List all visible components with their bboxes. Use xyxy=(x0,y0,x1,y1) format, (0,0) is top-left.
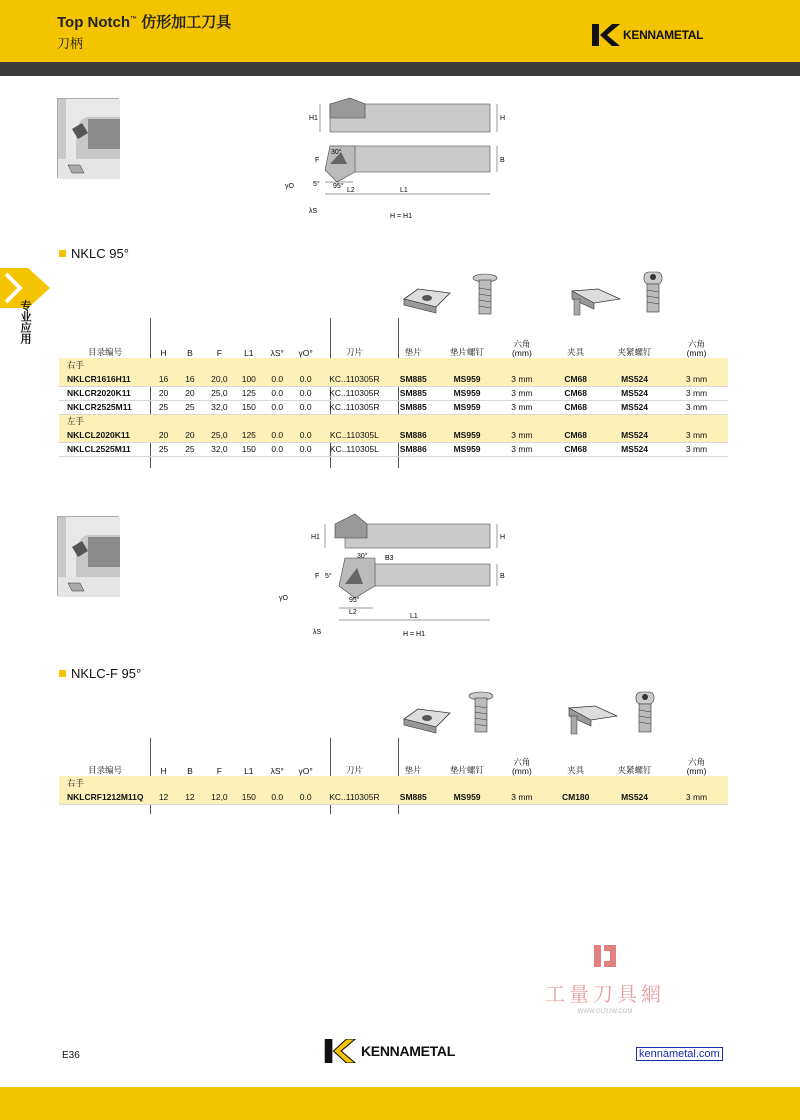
table-cell: MS524 xyxy=(604,372,665,386)
watermark-text: 工量刀具網 xyxy=(545,984,665,1006)
table-cell: 125 xyxy=(235,428,263,442)
table-cell: 0.0 xyxy=(263,400,291,414)
table-cell: 3 mm xyxy=(497,790,548,804)
table-cell: KC..110305L xyxy=(320,442,389,456)
table-cell: SM885 xyxy=(389,372,438,386)
table-cell: MS524 xyxy=(604,428,665,442)
table-cell: 3 mm xyxy=(665,386,728,400)
col-header: 垫片螺钉 xyxy=(450,765,485,775)
dim-h-eq-label: H = H1 xyxy=(403,631,425,638)
col-header: B xyxy=(187,348,193,358)
table-group-row xyxy=(59,358,728,372)
table-cell: KC..110305R xyxy=(320,400,389,414)
dim-b-label: B xyxy=(500,157,505,164)
col-header: B xyxy=(187,766,193,776)
application-thumbnail xyxy=(57,98,119,178)
spec-table-nklc-f xyxy=(59,758,728,805)
clamp-icon xyxy=(568,285,622,319)
table-cell: 100 xyxy=(235,372,263,386)
table-cell: 0.0 xyxy=(291,386,319,400)
col-header: 六角 (mm) xyxy=(686,757,707,776)
kennametal-logo: KENNAMETAL xyxy=(592,24,703,46)
table-cell: CM68 xyxy=(547,442,604,456)
kennametal-k-icon xyxy=(592,24,620,46)
dim-l1-label: L1 xyxy=(410,613,418,620)
side-category-label: 专业应用 xyxy=(19,300,31,344)
col-header: 夹紧螺钉 xyxy=(617,347,652,357)
table-cell: NKLCR1616H11 xyxy=(59,372,151,386)
col-header: 目录编号 xyxy=(88,347,123,357)
col-header: 刀片 xyxy=(345,765,363,775)
clamp-screw-icon xyxy=(640,270,666,316)
table-cell: 12 xyxy=(176,790,204,804)
table-cell: KC..110305L xyxy=(320,428,389,442)
dim-l1-label: L1 xyxy=(400,187,408,194)
table-cell: 0.0 xyxy=(263,372,291,386)
table-cell: MS959 xyxy=(438,442,497,456)
table-cell: 25 xyxy=(151,442,175,456)
col-header: F xyxy=(216,766,222,776)
website-link[interactable]: kennametal.com xyxy=(636,1047,723,1061)
dim-h-label: H xyxy=(500,115,506,122)
dim-angle30-label: 30° xyxy=(331,149,342,156)
table-header-row xyxy=(59,340,728,358)
dim-lambda-label: λS xyxy=(309,208,318,215)
table-cell: 3 mm xyxy=(665,790,728,804)
dim-angle5-label: 5° xyxy=(313,181,320,188)
table-cell: 3 mm xyxy=(665,442,728,456)
table-cell: 3 mm xyxy=(497,372,548,386)
table-cell: MS524 xyxy=(604,386,665,400)
table-cell: SM886 xyxy=(389,428,438,442)
table-cell: CM68 xyxy=(547,428,604,442)
col-header: 六角 (mm) xyxy=(511,757,532,776)
table-cell: CM180 xyxy=(547,790,604,804)
table-cell: CM68 xyxy=(547,372,604,386)
table-cell: SM885 xyxy=(389,386,438,400)
shim-icon xyxy=(402,705,452,735)
col-header: 六角 (mm) xyxy=(511,339,532,358)
table-cell: KC..110305R xyxy=(320,386,389,400)
table-cell: 0.0 xyxy=(291,790,319,804)
table-group-row xyxy=(59,776,728,790)
watermark-url: WWW.GLRJW.COM xyxy=(577,1009,633,1015)
table-cell: 150 xyxy=(235,400,263,414)
dim-f-label: F xyxy=(315,573,320,580)
col-header: λS° xyxy=(270,766,284,776)
table-cell: KC..110305R xyxy=(320,372,389,386)
col-header: H xyxy=(160,766,167,776)
table-cell: 32,0 xyxy=(204,442,234,456)
col-header: γO° xyxy=(298,348,313,358)
table-cell: MS959 xyxy=(438,386,497,400)
dim-l2-label: L2 xyxy=(347,187,355,194)
table-cell: 3 mm xyxy=(665,372,728,386)
table-cell: KC..110305R xyxy=(320,790,389,804)
col-header: 夹具 xyxy=(567,765,585,775)
page-title: Top Notch™ 仿形加工刀具 xyxy=(57,14,232,31)
shim-icon xyxy=(402,285,452,315)
table-group-row xyxy=(59,414,728,428)
table-cell: 20,0 xyxy=(204,372,234,386)
table-row xyxy=(59,400,728,414)
clamp-icon xyxy=(565,702,619,738)
dim-h1-label: H1 xyxy=(311,534,320,541)
table-cell: 25 xyxy=(151,400,175,414)
col-header: F xyxy=(216,348,222,358)
dim-f-label: F xyxy=(315,157,320,164)
application-thumbnail xyxy=(57,516,119,596)
col-header: 垫片 xyxy=(404,347,422,357)
table-cell: 0.0 xyxy=(263,428,291,442)
dim-l2-label: L2 xyxy=(349,609,357,616)
kennametal-k-icon xyxy=(323,1039,357,1063)
table-cell: 3 mm xyxy=(497,400,548,414)
table-cell: 32,0 xyxy=(204,400,234,414)
dim-angle95-label: 95° xyxy=(349,597,360,604)
table-cell: 16 xyxy=(151,372,175,386)
col-header: 刀片 xyxy=(345,347,363,357)
table-cell: CM68 xyxy=(547,400,604,414)
table-cell: 12 xyxy=(151,790,175,804)
table-cell: MS524 xyxy=(604,400,665,414)
table-cell: NKLCL2020K11 xyxy=(59,428,151,442)
clamp-screw-icon xyxy=(632,690,658,736)
table-cell: 150 xyxy=(235,442,263,456)
col-header: 六角 (mm) xyxy=(686,339,707,358)
table-cell: 20 xyxy=(151,386,175,400)
watermark-logo-icon xyxy=(592,943,618,969)
table-cell: 20 xyxy=(176,386,204,400)
table-cell: 25,0 xyxy=(204,386,234,400)
table-cell: 0.0 xyxy=(263,790,291,804)
dim-h-eq-label: H = H1 xyxy=(390,213,412,220)
table-cell: MS524 xyxy=(604,790,665,804)
dim-lambda-label: λS xyxy=(313,629,322,636)
table-cell: SM885 xyxy=(389,790,438,804)
col-header: 夹具 xyxy=(567,347,585,357)
header-band xyxy=(0,0,800,62)
dim-gamma-label: γO xyxy=(279,595,288,602)
col-header: H xyxy=(160,348,167,358)
table-cell: NKLCR2525M11 xyxy=(59,400,151,414)
group-label: 右手 xyxy=(59,776,728,790)
table-cell: SM885 xyxy=(389,400,438,414)
header-dark-bar xyxy=(0,62,800,76)
dim-b3-label: B3 xyxy=(385,555,394,562)
table-cell: 25 xyxy=(176,400,204,414)
dim-angle95-label: 95° xyxy=(333,183,344,190)
dim-b-label: B xyxy=(500,573,505,580)
table-cell: 16 xyxy=(176,372,204,386)
table-cell: 125 xyxy=(235,386,263,400)
table-cell: 0.0 xyxy=(263,386,291,400)
col-header: L1 xyxy=(244,766,254,776)
table-cell: 0.0 xyxy=(291,428,319,442)
table-cell: 0.0 xyxy=(291,442,319,456)
table-row xyxy=(59,386,728,400)
col-header: 垫片 xyxy=(404,765,422,775)
table-cell: NKLCL2525M11 xyxy=(59,442,151,456)
table-cell: 0.0 xyxy=(291,400,319,414)
dim-angle30-label: 30° xyxy=(357,553,368,560)
shim-screw-icon xyxy=(470,272,500,318)
table-row xyxy=(59,428,728,442)
table-cell: SM886 xyxy=(389,442,438,456)
table-cell: 3 mm xyxy=(497,428,548,442)
table-cell: 12,0 xyxy=(204,790,234,804)
table-cell: MS959 xyxy=(438,790,497,804)
table-cell: NKLCRF1212M11Q xyxy=(59,790,151,804)
col-header: 垫片螺钉 xyxy=(450,347,485,357)
page-subtitle: 刀柄 xyxy=(57,36,84,51)
table-header-row xyxy=(59,758,728,776)
table-row xyxy=(59,442,728,456)
section-title-nklc: NKLC 95° xyxy=(59,246,129,261)
table-cell: 25,0 xyxy=(204,428,234,442)
table-cell: MS959 xyxy=(438,428,497,442)
dim-h-label: H xyxy=(500,534,506,541)
spec-table-nklc xyxy=(59,340,728,457)
table-cell: CM68 xyxy=(547,386,604,400)
table-cell: 20 xyxy=(176,428,204,442)
table-cell: 25 xyxy=(176,442,204,456)
col-header: γO° xyxy=(298,766,313,776)
table-cell: 0.0 xyxy=(291,372,319,386)
tool-dimension-diagram xyxy=(275,92,515,222)
col-header: λS° xyxy=(270,348,284,358)
dim-h1-label: H1 xyxy=(309,115,318,122)
page-number: E36 xyxy=(62,1050,80,1061)
table-cell: MS959 xyxy=(438,400,497,414)
table-cell: 3 mm xyxy=(665,400,728,414)
table-cell: 20 xyxy=(151,428,175,442)
section-title-nklc-f: NKLC-F 95° xyxy=(59,666,141,681)
table-cell: MS959 xyxy=(438,372,497,386)
dim-gamma-label: γO xyxy=(285,183,294,190)
shim-screw-icon xyxy=(466,690,496,736)
table-cell: MS524 xyxy=(604,442,665,456)
table-cell: 0.0 xyxy=(263,442,291,456)
group-label: 左手 xyxy=(59,414,728,428)
table-cell: 3 mm xyxy=(497,386,548,400)
col-header: 目录编号 xyxy=(88,765,123,775)
table-cell: NKLCR2020K11 xyxy=(59,386,151,400)
tool-dimension-diagram-f xyxy=(275,510,515,642)
table-row xyxy=(59,372,728,386)
dim-angle5-label: 5° xyxy=(325,573,332,580)
col-header: 夹紧螺钉 xyxy=(617,765,652,775)
table-cell: 150 xyxy=(235,790,263,804)
col-header: L1 xyxy=(244,348,254,358)
watermark xyxy=(540,943,670,1015)
table-cell: 3 mm xyxy=(665,428,728,442)
table-cell: 3 mm xyxy=(497,442,548,456)
table-row xyxy=(59,790,728,804)
footer-band xyxy=(0,1087,800,1120)
group-label: 右手 xyxy=(59,358,728,372)
kennametal-footer-logo: KENNAMETAL xyxy=(323,1039,455,1063)
